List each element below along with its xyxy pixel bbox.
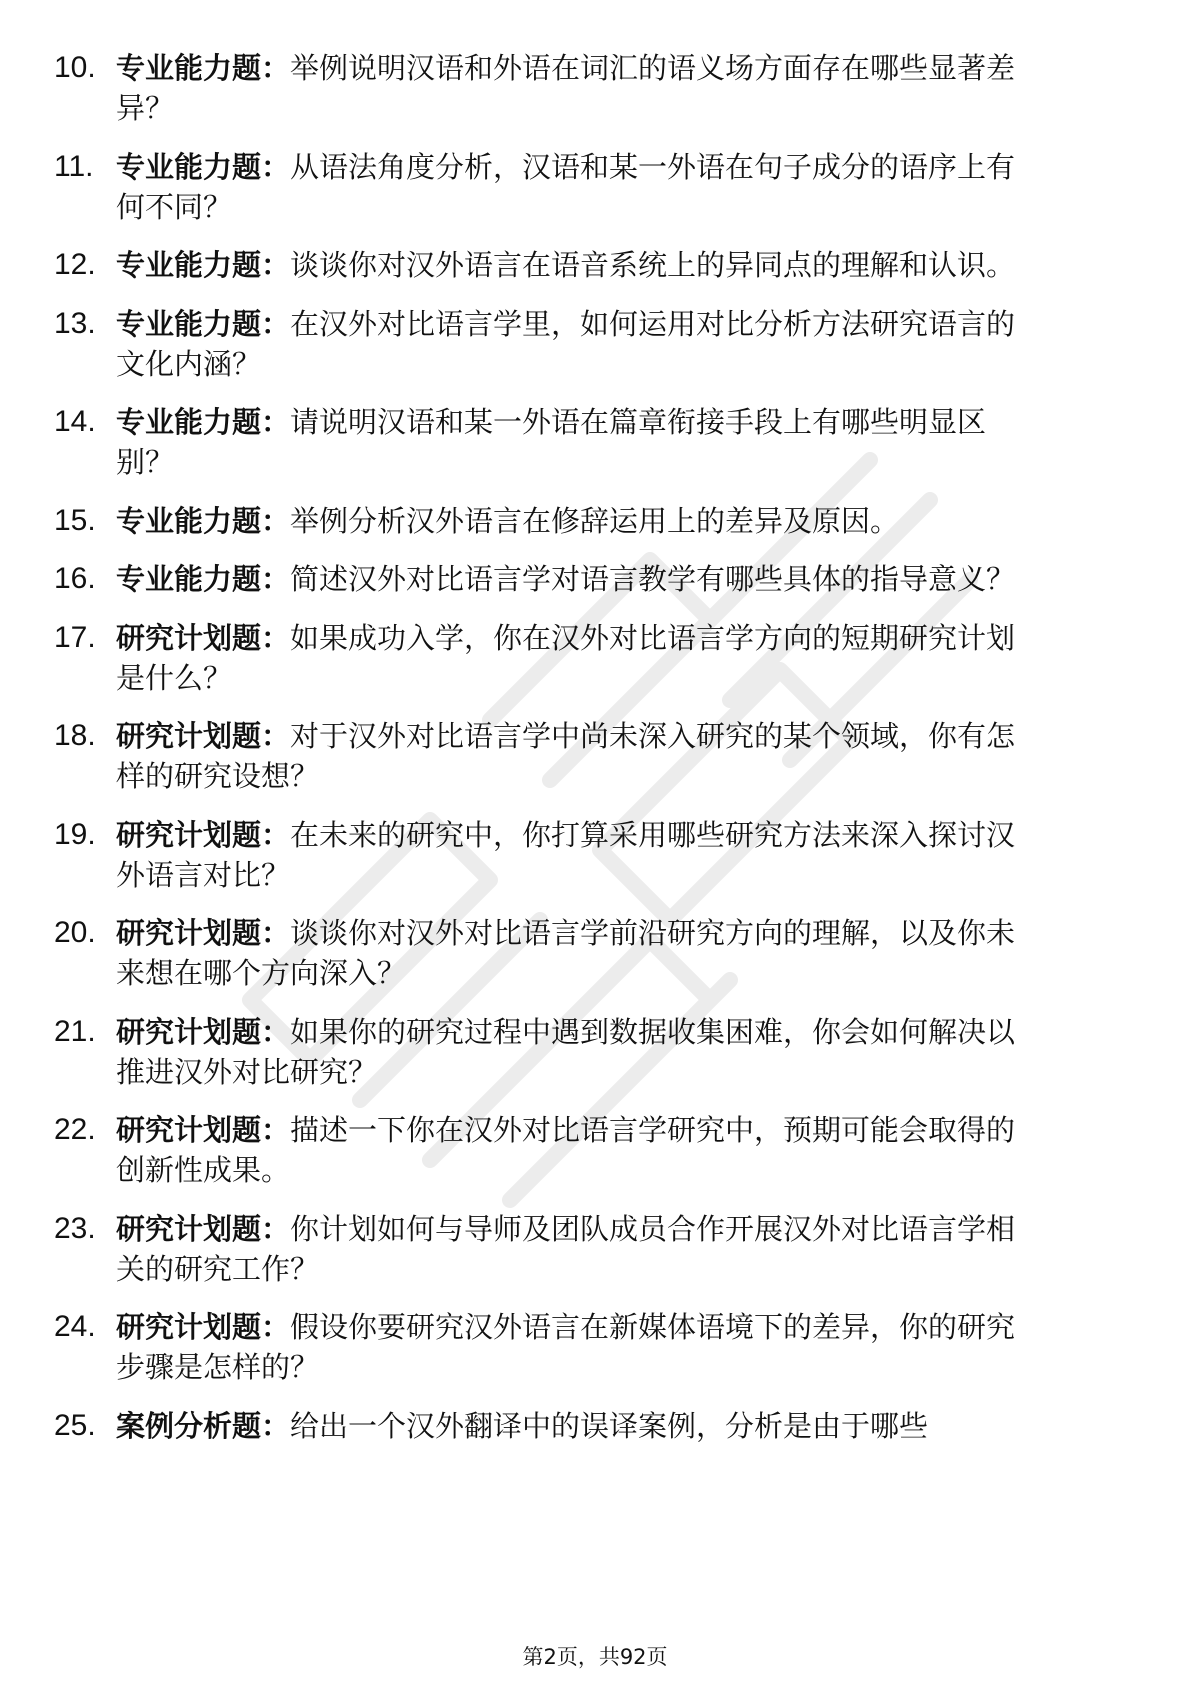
question-number: 23. <box>54 1211 96 1245</box>
question-number: 11. <box>54 149 94 183</box>
question-number: 18. <box>54 719 96 752</box>
question-text: 简述汉外对比语言学对语言教学有哪些具体的指导意义？ <box>290 562 1016 596</box>
question-category: 专业能力题： <box>116 51 291 85</box>
question-body <box>116 245 1026 285</box>
question-body <box>116 1110 1026 1190</box>
question-body <box>116 402 1026 482</box>
question-text: 如果你的研究过程中遇到数据收集困难，你会如何解决以推进汉外对比研究？ <box>116 1014 1016 1089</box>
question-body <box>116 501 1026 541</box>
question-item <box>0 913 1190 993</box>
question-text: 请说明汉语和某一外语在篇章衔接手段上有哪些明显区别？ <box>116 405 987 479</box>
question-body <box>116 48 1026 128</box>
question-number: 15. <box>54 503 96 537</box>
question-text: 在汉外对比语言学里，如何运用对比分析方法研究语言的文化内涵？ <box>116 306 1016 381</box>
question-item <box>0 1110 1190 1190</box>
question-number: 22. <box>54 1113 96 1146</box>
question-text: 举例分析汉外语言在修辞运用上的差异及原因。 <box>290 503 900 538</box>
question-number: 24. <box>54 1310 96 1343</box>
question-number: 14. <box>54 405 96 438</box>
question-body <box>116 815 1026 895</box>
question-text: 假设你要研究汉外语言在新媒体语境下的差异，你的研究步骤是怎样的？ <box>116 1310 1016 1384</box>
question-body <box>116 1209 1026 1289</box>
question-item <box>0 1012 1190 1092</box>
question-number: 17. <box>54 620 96 654</box>
question-text: 给出一个汉外翻译中的误译案例，分析是由于哪些 <box>290 1408 929 1443</box>
question-category: 案例分析题： <box>116 1408 291 1443</box>
question-category: 研究计划题： <box>116 916 291 950</box>
question-number: 13. <box>54 306 96 340</box>
question-item <box>0 559 1190 599</box>
question-item <box>0 48 1190 128</box>
question-body <box>116 1012 1026 1092</box>
question-category: 研究计划题： <box>116 1211 291 1246</box>
question-item <box>0 402 1190 482</box>
question-item <box>0 304 1190 384</box>
question-item <box>0 501 1190 541</box>
question-number: 20. <box>54 916 96 949</box>
question-category: 专业能力题： <box>116 562 291 596</box>
question-number: 10. <box>54 51 96 84</box>
question-category: 专业能力题： <box>116 248 291 282</box>
question-number: 16. <box>54 562 96 595</box>
question-category: 研究计划题： <box>116 1113 291 1147</box>
question-item <box>0 815 1190 895</box>
question-category: 研究计划题： <box>116 1310 291 1344</box>
question-category: 研究计划题： <box>116 620 291 655</box>
question-text: 从语法角度分析，汉语和某一外语在句子成分的语序上有何不同？ <box>116 149 1016 224</box>
question-body <box>116 304 1026 384</box>
question-category: 专业能力题： <box>116 149 291 184</box>
question-number: 21. <box>54 1014 96 1048</box>
question-number: 12. <box>54 248 96 281</box>
question-text: 谈谈你对汉外对比语言学前沿研究方向的理解，以及你未来想在哪个方向深入？ <box>116 916 1016 990</box>
question-item <box>0 1307 1190 1387</box>
question-body <box>116 913 1026 993</box>
page-footer: 第2页，共92页 <box>522 1645 668 1669</box>
question-text: 谈谈你对汉外语言在语音系统上的异同点的理解和认识。 <box>290 248 1016 282</box>
question-body <box>116 716 1026 796</box>
question-category: 专业能力题： <box>116 405 291 439</box>
question-text: 描述一下你在汉外对比语言学研究中，预期可能会取得的创新性成果。 <box>116 1113 1016 1187</box>
question-item <box>0 618 1190 698</box>
question-category: 研究计划题： <box>116 1014 291 1049</box>
question-category: 专业能力题： <box>116 306 291 341</box>
question-body <box>116 618 1026 698</box>
question-body <box>116 1406 1026 1446</box>
question-text: 如果成功入学，你在汉外对比语言学方向的短期研究计划是什么？ <box>116 620 1016 695</box>
question-item <box>0 1209 1190 1289</box>
question-text: 在未来的研究中，你打算采用哪些研究方法来深入探讨汉外语言对比？ <box>116 817 1016 892</box>
question-list <box>0 48 1190 1464</box>
question-category: 研究计划题： <box>116 817 291 852</box>
question-number: 19. <box>54 817 96 851</box>
question-category: 专业能力题： <box>116 503 291 538</box>
question-item <box>0 147 1190 227</box>
question-item <box>0 1406 1190 1446</box>
question-body <box>116 559 1026 599</box>
question-text: 举例说明汉语和外语在词汇的语义场方面存在哪些显著差异？ <box>116 51 1016 125</box>
question-number: 25. <box>54 1408 96 1442</box>
question-body <box>116 147 1026 227</box>
question-item <box>0 716 1190 796</box>
question-body <box>116 1307 1026 1387</box>
question-item <box>0 245 1190 285</box>
question-category: 研究计划题： <box>116 719 291 753</box>
question-text: 你计划如何与导师及团队成员合作开展汉外对比语言学相关的研究工作？ <box>116 1211 1016 1286</box>
question-text: 对于汉外对比语言学中尚未深入研究的某个领域，你有怎样的研究设想？ <box>116 719 1016 793</box>
